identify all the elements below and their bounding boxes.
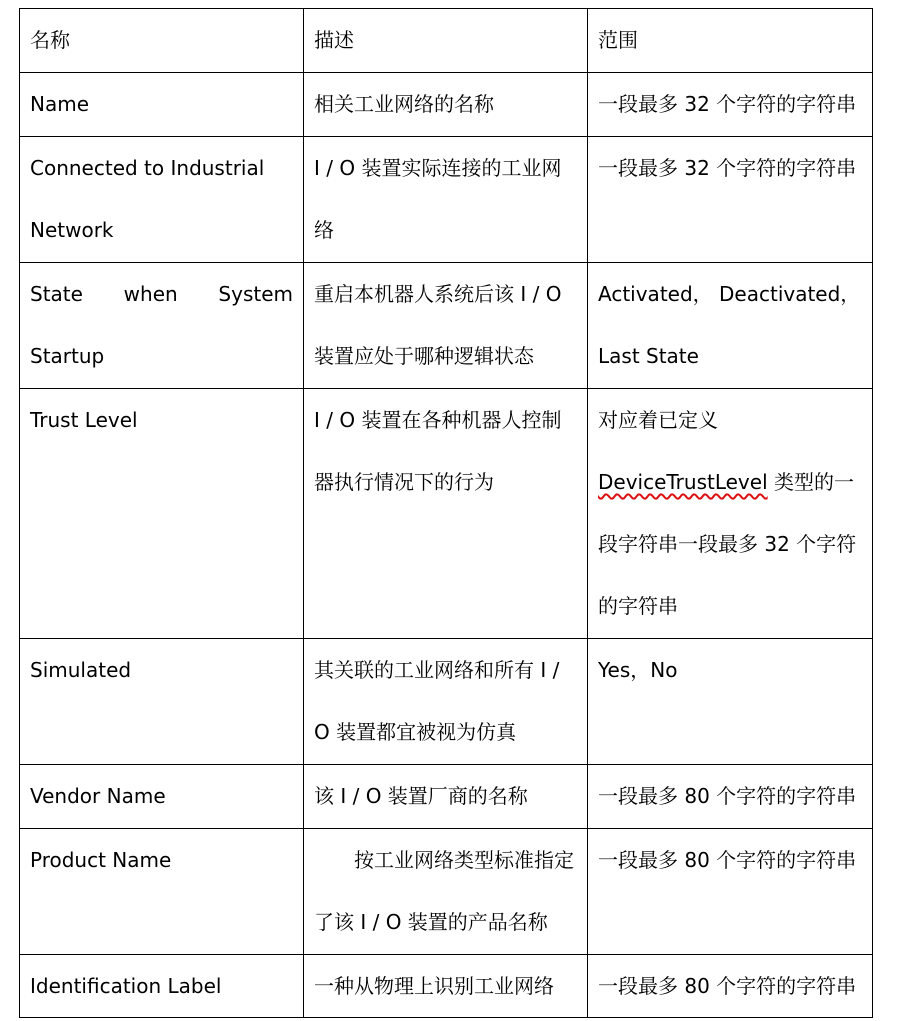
header-cell-range: 范围 <box>588 9 873 73</box>
range-text <box>598 389 862 637</box>
cell-description: 其关联的工业网络和所有 I / O 装置都宜被视为仿真 <box>304 639 588 765</box>
cell-name: State when System Startup <box>20 263 304 389</box>
cell-range: 一段最多 80 个字符的字符串 <box>588 955 873 1018</box>
cell-range: Activated， Deactivated， Last State <box>588 263 873 389</box>
device-trust-level-word: DeviceTrustLevel <box>598 470 768 494</box>
header-cell-description: 描述 <box>304 9 588 73</box>
header-cell-name: 名称 <box>20 9 304 73</box>
table-row <box>20 765 873 829</box>
table-row <box>20 263 873 389</box>
cell-name: Name <box>20 73 304 137</box>
cell-range: 一段最多 80 个字符的字符串 <box>588 765 873 829</box>
cell-description: 按工业网络类型标准指定了该 I / O 装置的产品名称 <box>304 829 588 955</box>
cell-range: Yes，No <box>588 639 873 765</box>
cell-name: Simulated <box>20 639 304 765</box>
cell-description: 一种从物理上识别工业网络 <box>304 955 588 1018</box>
table-row <box>20 73 873 137</box>
range-prefix: 对应着已定义 <box>598 408 718 432</box>
cell-description: 该 I / O 装置厂商的名称 <box>304 765 588 829</box>
table-row <box>20 137 873 263</box>
cell-description: I / O 装置实际连接的工业网络 <box>304 137 588 263</box>
cell-name: Connected to Industrial Network <box>20 137 304 263</box>
cell-name: Trust Level <box>20 389 304 639</box>
table-row <box>20 955 873 1018</box>
spec-table <box>19 8 873 1018</box>
table-row <box>20 829 873 955</box>
cell-range: 一段最多 32 个字符的字符串 <box>588 73 873 137</box>
cell-description: 重启本机器人系统后该 I / O 装置应处于哪种逻辑状态 <box>304 263 588 389</box>
range-suffix: 类型的一段字符串一段最多 32 个字符的字符串 <box>598 470 857 618</box>
cell-name: Vendor Name <box>20 765 304 829</box>
cell-description: 相关工业网络的名称 <box>304 73 588 137</box>
cell-name: Product Name <box>20 829 304 955</box>
table-header-row <box>20 9 873 73</box>
cell-description: I / O 装置在各种机器人控制器执行情况下的行为 <box>304 389 588 639</box>
table-row <box>20 389 873 639</box>
cell-range: 一段最多 80 个字符的字符串 <box>588 829 873 955</box>
table-row <box>20 639 873 765</box>
cell-name: Identification Label <box>20 955 304 1018</box>
cell-range: 一段最多 32 个字符的字符串 <box>588 137 873 263</box>
cell-range <box>588 389 873 639</box>
